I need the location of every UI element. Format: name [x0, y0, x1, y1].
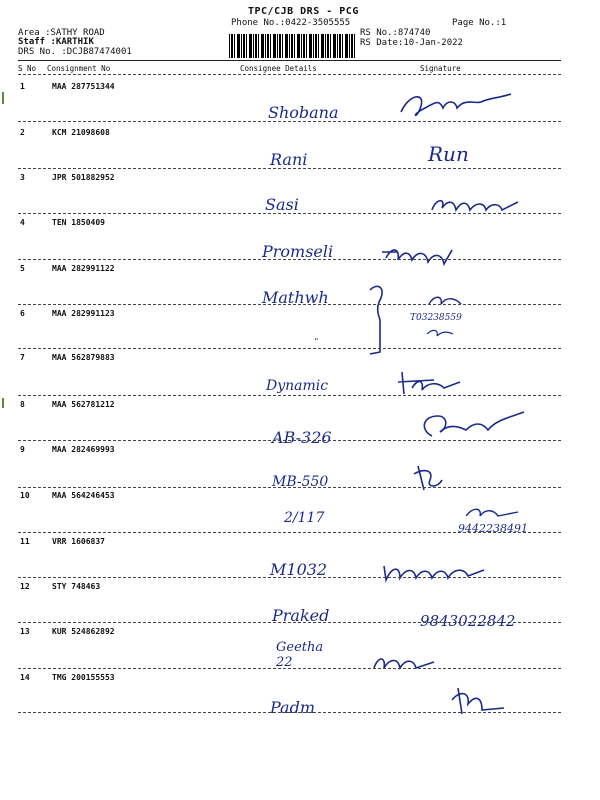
row-consignment: MAA 282991123: [52, 309, 115, 318]
signature-mark: [394, 368, 464, 398]
row-sno: 1: [20, 82, 25, 91]
consignee-handwriting: Shobana: [268, 103, 339, 122]
row-consignment: MAA 282991122: [52, 264, 115, 273]
signature-handwriting: Run: [428, 142, 469, 166]
page-number: Page No.:1: [452, 18, 507, 28]
row-divider: [18, 348, 561, 349]
col-consignee: Consignee Details: [240, 64, 317, 73]
row-consignment: MAA 562879883: [52, 353, 115, 362]
row-sno: 2: [20, 128, 25, 137]
row-sno: 11: [20, 537, 30, 546]
consignee-handwriting: Rani: [270, 150, 308, 169]
consignee-handwriting: Sasi: [265, 195, 299, 214]
signature-mark: [462, 504, 522, 522]
consignee-handwriting: Mathwh: [262, 288, 329, 307]
signature-mark: [370, 650, 440, 676]
row-sno: 10: [20, 491, 30, 500]
col-signature: Signature: [420, 64, 461, 73]
row-sno: 12: [20, 582, 30, 591]
row-sno: 3: [20, 173, 25, 182]
staff: Staff :KARTHIK: [18, 37, 94, 47]
phone-number: Phone No.:0422-3505555: [231, 18, 351, 28]
row-sno: 5: [20, 264, 25, 273]
row-sno: 14: [20, 673, 30, 682]
consignee-handwriting: AB-326: [272, 428, 332, 447]
row-divider: [18, 395, 561, 396]
signature-mark: [418, 408, 528, 442]
signature-mark: [380, 558, 490, 586]
signature-handwriting: 9442238491: [458, 522, 528, 535]
row-divider: [18, 577, 561, 578]
row-divider: [18, 121, 561, 122]
row-consignment: KCM 21098608: [52, 128, 110, 137]
consignee-handwriting: Praked: [272, 606, 330, 625]
consignee-handwriting: M1032: [270, 560, 328, 579]
row-sno: 9: [20, 445, 25, 454]
barcode: [229, 34, 357, 58]
signature-mark: [410, 460, 446, 494]
signature-mark: [428, 190, 523, 220]
area: Area :SATHY ROAD: [18, 28, 105, 38]
row-divider: [18, 487, 561, 488]
consignee-handwriting: MB-550: [272, 474, 329, 490]
consignee-handwriting: 2/117: [284, 510, 325, 526]
row-sno: 8: [20, 400, 25, 409]
row-consignment: JPR 501882952: [52, 173, 115, 182]
signature-handwriting: T03238559: [410, 313, 462, 323]
row-divider: [18, 532, 561, 533]
row-consignment: MAA 564246453: [52, 491, 115, 500]
margin-mark: [2, 92, 4, 104]
row-consignment: MAA 287751344: [52, 82, 115, 91]
consignee-handwriting: Geetha 22: [276, 640, 324, 670]
row-consignment: TEN 1850409: [52, 218, 105, 227]
row-sno: 6: [20, 309, 25, 318]
row-divider: [18, 668, 561, 669]
signature-handwriting: 9843022842: [420, 612, 516, 630]
header-rule: [18, 60, 561, 61]
drs-number: DRS No. :DCJB87474001: [18, 47, 132, 57]
signature-mark: [395, 86, 515, 126]
margin-mark: [2, 398, 4, 408]
signature-mark: [378, 240, 458, 270]
consignee-handwriting: Promseli: [262, 242, 334, 261]
row-divider: [18, 304, 561, 305]
rs-date: RS Date:10-Jan-2022: [360, 38, 463, 48]
consignee-handwriting: Padm: [270, 698, 315, 717]
row-sno: 4: [20, 218, 25, 227]
row-divider: [18, 712, 561, 713]
row-sno: 7: [20, 353, 25, 362]
row-sno: 13: [20, 627, 30, 636]
ditto-mark: ": [314, 337, 319, 346]
row-consignment: MAA 562781212: [52, 400, 115, 409]
column-rule: [18, 74, 561, 75]
col-sno: S No: [18, 64, 37, 73]
rs-number: RS No.:874740: [360, 28, 431, 38]
row-consignment: STY 748463: [52, 582, 101, 591]
row-divider: [18, 213, 561, 214]
signature-mark: [425, 326, 455, 340]
row-consignment: KUR 524862892: [52, 627, 115, 636]
row-divider: [18, 440, 561, 441]
col-consignment: Consignment No: [47, 64, 111, 73]
row-consignment: VRR 1606837: [52, 537, 105, 546]
row-divider: [18, 168, 561, 169]
signature-mark: [425, 292, 465, 310]
row-divider: [18, 259, 561, 260]
row-consignment: TMG 200155553: [52, 673, 115, 682]
document-title: TPC/CJB DRS - PCG: [248, 6, 359, 17]
consignee-handwriting: Dynamic: [266, 378, 329, 394]
row-consignment: MAA 282469993: [52, 445, 115, 454]
row-divider: [18, 622, 561, 623]
